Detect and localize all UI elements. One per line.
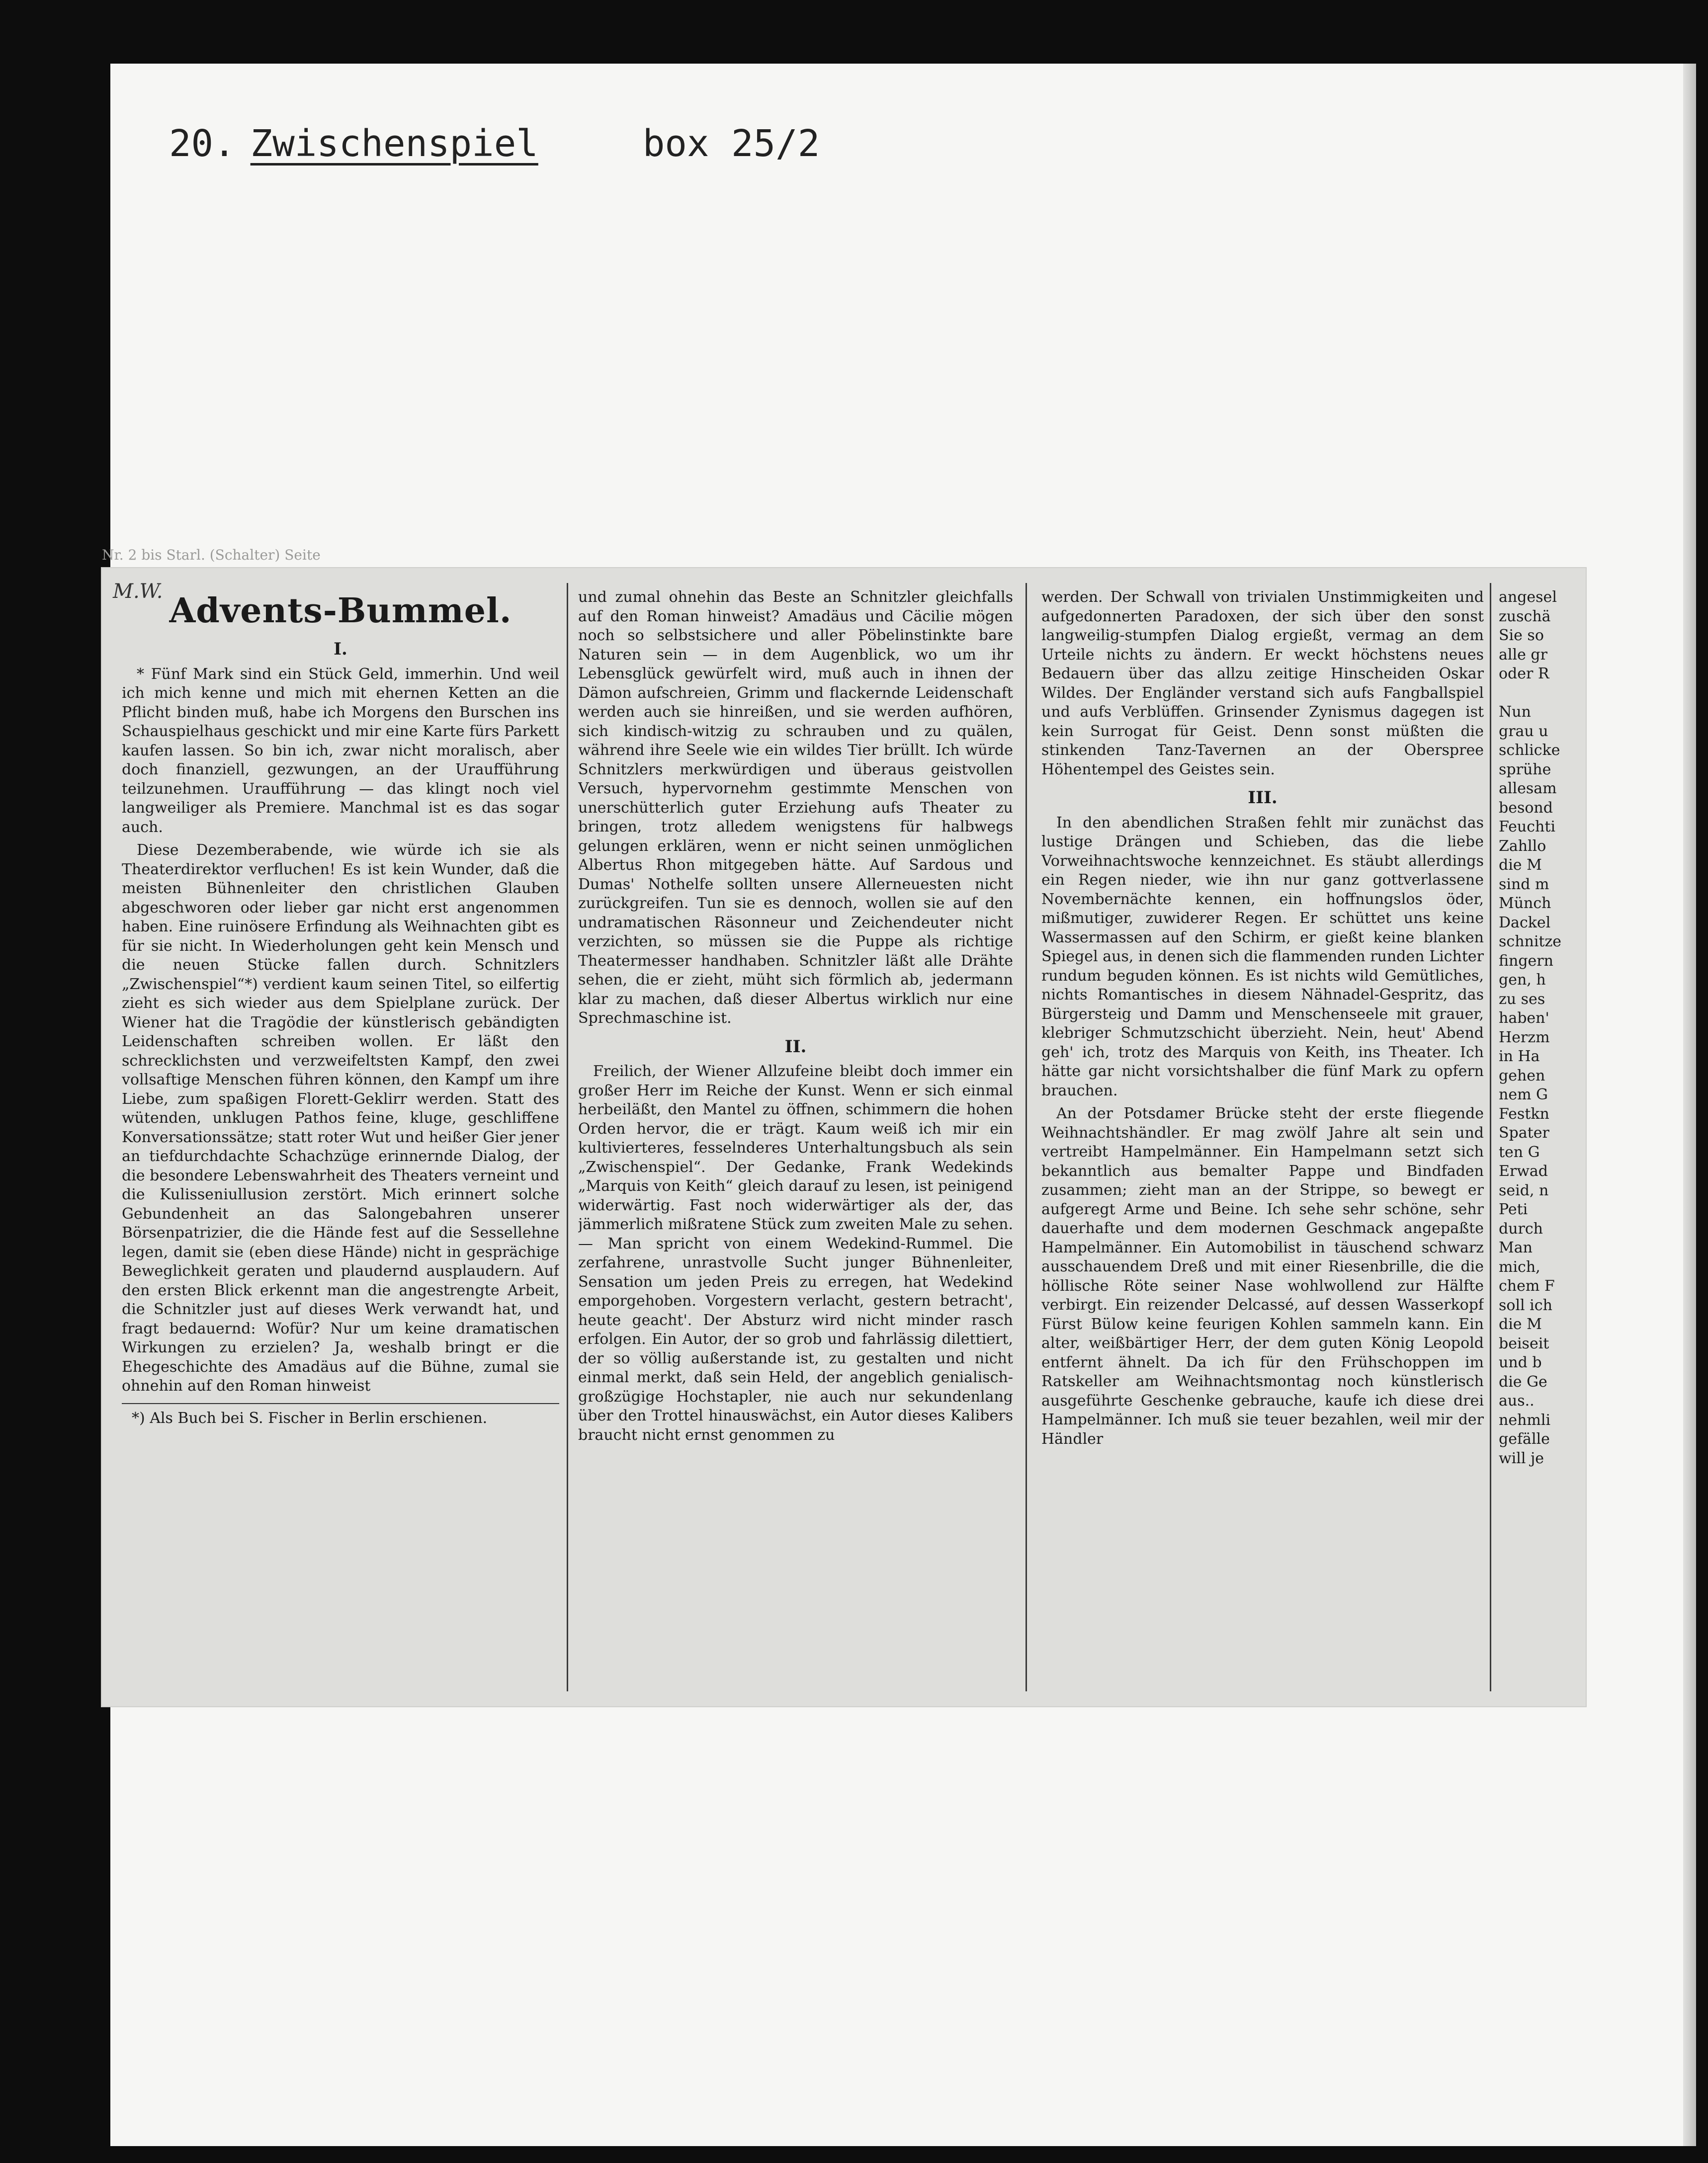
section-heading-3: III.	[1248, 788, 1278, 808]
paragraph: Diese Dezemberabende, wie würde ich sie als Theaterdirektor verfluchen! Es ist kein Wunder, daß die meisten Bühnenleiter den christlichen Glauben abgeschworen oder lieber gar nicht erst angenommen haben. Eine ruinösere Erfindung als Weihnachten gibt es für sie nicht. In Wiederholungen geht kein Mensch und die neuen Stücke fallen durch. Schnitzlers „Zwischenspiel“*) verdient kaum seinen Titel, so eilfertig zieht es sich wieder aus dem Spielplane zurück. Der Wiener hat die Tragödie der künstlerisch gebändigten Leidenschaften schreiben wollen. Er läßt den schrecklichsten und verzweifeltsten Kampf, den zwei vollsaftige Menschen führen können, den Kampf um ihre Liebe, zum spaßigen Florett-Geklirr werden. Statt des wütenden, unklugen Pathos feine, kluge, geschliffene Konversationssätze; statt roter Wut und heißer Gier jener an tiefdurchdachte Schachzüge erinnernde Dialog, der die besondere Lebenswahrheit des Theaters verneint und die Kulisseniullusion zerstört. Mich erinnert solche Gebundenheit an das Salongebahren unserer Börsenpatrizier, die die Hände fest auf die Sessellehne legen, damit sie (eben diese Hände) nicht in gesprächige Beweglichkeit geraten und plaudernd ausplaudern. Auf den ersten Blick erkennt man die angestrengte Arbeit, die Schnitzler just auf dieses Werk verwandt hat, und fragt bedauernd: Wofür? Nur um keine dramatischen Wirkungen zu erzielen? Ja, weshalb bringt er die Ehegeschichte des Amadäus auf die Bühne, zumal sie ohnehin auf den Roman hinweist	[122, 841, 559, 1395]
paragraph: Freilich, der Wiener Allzufeine bleibt doch immer ein großer Herr im Reiche der Kunst. Wenn er sich einmal herbeiläßt, den Mantel zu öffnen, schimmern die hohen Orden hervor, die er trägt. Kaum weiß ich mir ein kultivierteres, fesselnderes Unterhaltungsbuch als sein „Zwischenspiel“. Der Gedanke, Frank Wedekinds „Marquis von Keith“ gleich darauf zu lesen, ist peinigend widerwärtig. Fast noch widerwärtiger als der, das jämmerlich mißratene Stück zum zweiten Male zu sehen. — Man spricht von einem Wedekind-Rummel. Die zerfahrene, unrastvolle Sucht junger Bühnenleiter, Sensation um jeden Preis zu erregen, hat Wedekind emporgehoben. Vorgestern verlacht, gestern betracht', heute geacht'. Der Absturz wird nicht minder rasch erfolgen. Ein Autor, der so grob und fahrlässig dilettiert, der so völlig außerstande ist, zu gestalten und nicht einmal merkt, daß sein Held, der angeblich genialisch-großzügige Hochstapler, nie auch nur sekundenlang über den Trottel hinauswächst, ein Autor dieses Kalibers braucht nicht ernst genommen zu	[578, 1063, 1013, 1444]
column-2	[578, 588, 1013, 1696]
paragraph: An der Potsdamer Brücke steht der erste fliegende Weihnachtshändler. Er mag zwölf Jahre alt sein und vertreibt Hampelmänner. Ein Hampelmann setzt sich bekanntlich aus bemalter Pappe und Bindfaden zusammen; zieht man an der Strippe, so bewegt er aufgeregt Arme und Beine. Ich sehe sehr schöne, sehr dauerhafte und dem modernen Geschmack angepaßte Hampelmänner. Ein Automobilist in täuschend schwarz ausschauendem Dreß und mit einer Riesenbrille, die die höllische Röte seiner Nase wohlwollend zur Hälfte verbirgt. Ein reizender Delcassé, auf dessen Wasserkopf Fürst Bülow keine feurigen Kohlen sammeln kann. Ein alter, weißbärtiger Herr, der dem guten König Leopold entfernt ähnelt. Da ich für den Frühschoppen im Ratskeller am Weihnachtsmontag noch künstlerisch ausgeführte Geschenke gebrauche, kaufe ich diese drei Hampelmänner. Ich muß sie teuer bezahlen, weil mir der Händler	[1041, 1105, 1484, 1448]
cut-line: durch	[1499, 1220, 1543, 1238]
cut-line: Sie so	[1499, 627, 1544, 644]
folder-number: 20.	[169, 122, 236, 165]
cut-line: zuschä	[1499, 607, 1551, 625]
cut-line: Feuchti	[1499, 818, 1556, 835]
clipping-top-strip: Nr. 2 bis Starl. (Schalter) Seite	[102, 547, 321, 563]
cut-line: alle gr	[1499, 646, 1547, 664]
article-headline: Advents-Bummel.	[169, 591, 512, 631]
cut-line: in Ha	[1499, 1048, 1540, 1065]
cut-line: nehmli	[1499, 1411, 1551, 1429]
cut-line: sind m	[1499, 875, 1549, 893]
cut-line: zu ses	[1499, 990, 1545, 1008]
cut-line: die M	[1499, 1316, 1542, 1333]
cut-line: Herzm	[1499, 1028, 1550, 1046]
paragraph: * Fünf Mark sind ein Stück Geld, immerhin. Und weil ich mich kenne und mich mit ehernen Ketten an die Pflicht binden muß, habe ich Morgens den Burschen ins Schauspielhaus geschickt und mir eine Karte fürs Parkett kaufen lassen. So bin ich, zwar nicht moralisch, aber doch finanziell, gezwungen, an der Uraufführung teilzunehmen. Uraufführung — das klingt noch viel langweiliger als Premiere. Manchmal ist es das sogar auch.	[122, 665, 559, 836]
cut-line: beiseit	[1499, 1334, 1549, 1352]
paragraph: In den abendlichen Straßen fehlt mir zunächst das lustige Drängen und Schieben, das die liebe Vorweihnachtswoche kennzeichnet. Es stäubt allerdings ein Regen nieder, wie ihn nur ganz gottverlassene Novembernächte kennen, ein hoffnungslos öder, mißmutiger, zuwiderer Regen. Er schüttet uns keine Wassermassen auf den Schirm, er gießt keine blanken Spiegel aus, in denen sich die flammenden runden Lichter rundum beguden können. Es ist nichts wild Gemütliches, nichts Romantisches in diesem Nähnadel-Gespritz, das Bürgersteig und Damm und Menschenseele mit grauer, klebriger Schmutzschicht überzieht. Nein, heut' Abend geh' ich, trotz des Marquis von Keith, ins Theater. Ich hätte gar nicht vorsichtshalber die fünf Mark zu opfern brauchen.	[1041, 814, 1484, 1099]
cut-line: aus..	[1499, 1392, 1535, 1410]
archive-header	[169, 122, 820, 172]
cut-line: Man	[1499, 1239, 1533, 1256]
cut-line: Zahllo	[1499, 837, 1546, 855]
cut-line: angesel	[1499, 588, 1557, 606]
sheet-edge	[1683, 64, 1696, 2146]
column-3	[1041, 588, 1484, 1696]
cut-line: Nun	[1499, 703, 1531, 721]
section-heading-1: I.	[334, 639, 347, 659]
cut-line: Festkn	[1499, 1105, 1549, 1123]
column-4-cut	[1499, 588, 1586, 1696]
handwritten-mark: M.W.	[113, 580, 163, 603]
cut-line: ten G	[1499, 1143, 1540, 1161]
cut-line: die Ge	[1499, 1373, 1547, 1391]
cut-line: chem F	[1499, 1277, 1555, 1295]
cut-line: gen, h	[1499, 971, 1546, 989]
cut-line: mich,	[1499, 1258, 1540, 1276]
cut-line: Dackel	[1499, 914, 1551, 931]
cut-line: und b	[1499, 1354, 1542, 1371]
cut-line	[1499, 684, 1586, 703]
cut-line: grau u	[1499, 722, 1548, 740]
cut-line: soll ich	[1499, 1296, 1552, 1314]
cut-line: fingern	[1499, 952, 1553, 970]
cut-line: die M	[1499, 856, 1542, 874]
cut-line: sprühe	[1499, 760, 1551, 778]
paragraph: und zumal ohnehin das Beste an Schnitzler gleichfalls auf den Roman hinweist? Amadäus und Cäcilie mögen noch so selbstsichere und aller Pöbelinstinkte bare Naturen sein — in dem Augenblick, wo um ihr Lebensglück gewürfelt wird, muß auch in ihnen der Dämon aufschreien, Grimm und flackernde Leidenschaft werden auch sie hinreißen, und sie werden aufhören, sich kindisch-witzig zu schrauben und zu quälen, während ihre Seele wie ein wildes Tier brüllt. Ich würde Schnitzlers merkwürdigen und überaus geistvollen Versuch, hypervornehm gestimmte Menschen von unerschütterlich guter Erziehung aufs Theater zu bringen, trotz alledem wenigstens für halbwegs gelungen erklären, wenn er nicht seinen unmöglichen Albertus Rhon mitgegeben hätte. Auf Sardous und Dumas' Nothelfe sollten unsere Allerneuesten nicht zurückgreifen. Tun sie es dennoch, wollen sie auf den undramatischen Räsonneur und Zeichendeuter nicht verzichten, so müssen sie die Puppe als richtige Theatermesser handhaben. Schnitzler läßt alle Drähte sehen, die er zieht, müht sich förmlich ab, jedermann klar zu machen, daß dieser Albertus wirklich nur eine Sprechmaschine ist.	[578, 588, 1013, 1027]
footnote: *) Als Buch bei S. Fischer in Berlin erschienen.	[122, 1403, 559, 1428]
cut-line: nem G	[1499, 1086, 1548, 1103]
cut-line: allesam	[1499, 780, 1557, 797]
newspaper-clipping	[102, 568, 1586, 1706]
cut-line: haben'	[1499, 1009, 1549, 1027]
cut-line: will je	[1499, 1449, 1544, 1467]
paragraph: werden. Der Schwall von trivialen Unstimmigkeiten und aufgedonnerten Paradoxen, der sich über den sonst langweilig-stumpfen Dialog ergießt, vermag an dem Urteile nichts zu ändern. Er weckt höchstens neues Bedauern über das allzu zeitige Hinscheiden Oskar Wildes. Der Engländer verstand sich aufs Fangballspiel und aufs Verblüffen. Grinsender Zynismus dagegen ist kein Surrogat für Geist. Denn sonst müßten die stinkenden Tanz-Tavernen an der Oberspree Höhentempel des Geistes sein.	[1041, 588, 1484, 778]
section-heading-2: II.	[784, 1036, 807, 1057]
cut-line: Spater	[1499, 1124, 1549, 1142]
column-rule	[567, 583, 568, 1691]
column-1	[122, 588, 559, 1701]
cut-line: schlicke	[1499, 742, 1560, 759]
cut-line: gefälle	[1499, 1430, 1550, 1448]
cut-line: besond	[1499, 799, 1553, 817]
cut-line: Peti	[1499, 1201, 1528, 1218]
column-rule	[1025, 583, 1027, 1691]
cut-line: seid, n	[1499, 1181, 1549, 1199]
cut-line: gehen	[1499, 1067, 1545, 1084]
cut-line: Münch	[1499, 895, 1551, 912]
column-rule	[1490, 583, 1491, 1691]
cut-line: oder R	[1499, 665, 1549, 682]
box-label: box 25/2	[642, 122, 820, 165]
folder-title: Zwischenspiel	[250, 122, 538, 165]
cut-line: schnitze	[1499, 933, 1562, 950]
cut-line: Erwad	[1499, 1163, 1548, 1180]
